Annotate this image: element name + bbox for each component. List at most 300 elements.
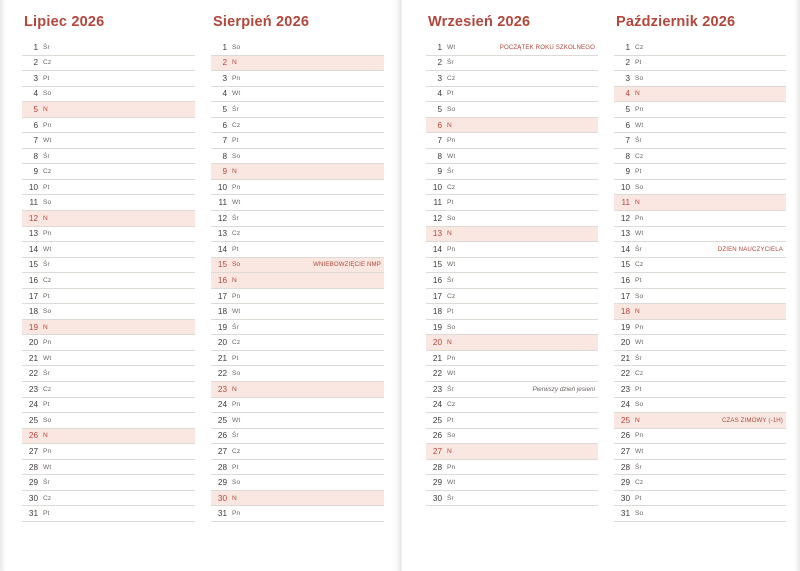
day-weekday: N xyxy=(43,432,48,440)
day-number: 6 xyxy=(33,120,38,130)
day-weekday: Wt xyxy=(635,230,644,238)
day-row[interactable] xyxy=(22,444,195,460)
day-row[interactable] xyxy=(614,195,786,211)
day-weekday: Cz xyxy=(232,121,241,129)
day-weekday: So xyxy=(447,432,456,440)
day-weekday: Pn xyxy=(232,183,241,191)
day-number: 21 xyxy=(28,353,38,363)
day-weekday: Śr xyxy=(635,245,642,253)
day-row[interactable] xyxy=(426,491,598,507)
day-number: 27 xyxy=(28,446,38,456)
day-row[interactable] xyxy=(211,242,384,258)
day-number: 2 xyxy=(222,58,227,68)
day-weekday: Śr xyxy=(447,59,454,67)
day-weekday: So xyxy=(43,90,52,98)
day-number: 27 xyxy=(217,446,227,456)
day-row[interactable] xyxy=(614,398,786,414)
day-row[interactable] xyxy=(211,413,384,429)
day-row[interactable] xyxy=(614,273,786,289)
day-number: 20 xyxy=(432,338,442,348)
day-row[interactable] xyxy=(211,211,384,227)
day-row[interactable] xyxy=(22,273,195,289)
day-number: 8 xyxy=(437,151,442,161)
day-number: 18 xyxy=(28,307,38,317)
day-number: 30 xyxy=(432,493,442,503)
day-number: 9 xyxy=(437,167,442,177)
day-row[interactable] xyxy=(211,164,384,180)
day-weekday: Wt xyxy=(635,447,644,455)
day-row[interactable] xyxy=(426,413,598,429)
day-weekday: Śr xyxy=(43,370,50,378)
day-row[interactable] xyxy=(22,195,195,211)
day-row[interactable] xyxy=(614,366,786,382)
day-weekday: Śr xyxy=(635,463,642,471)
day-number: 17 xyxy=(432,291,442,301)
day-number: 19 xyxy=(620,322,630,332)
day-weekday: Pt xyxy=(635,276,642,284)
day-row[interactable] xyxy=(426,118,598,134)
day-weekday: Wt xyxy=(232,199,241,207)
day-weekday: Pn xyxy=(43,339,52,347)
day-row[interactable] xyxy=(426,366,598,382)
day-row[interactable] xyxy=(211,382,384,398)
day-weekday: Wt xyxy=(447,261,456,269)
day-row[interactable] xyxy=(211,506,384,522)
day-weekday: Cz xyxy=(447,401,456,409)
day-row[interactable] xyxy=(22,180,195,196)
day-row[interactable] xyxy=(22,335,195,351)
day-row[interactable] xyxy=(426,475,598,491)
day-row[interactable] xyxy=(426,304,598,320)
day-number: 8 xyxy=(625,151,630,161)
day-number: 6 xyxy=(625,120,630,130)
day-weekday: Pn xyxy=(447,354,456,362)
day-row[interactable] xyxy=(211,366,384,382)
day-weekday: Pn xyxy=(232,74,241,82)
day-weekday: Pt xyxy=(635,385,642,393)
day-row[interactable] xyxy=(614,335,786,351)
day-weekday: Pn xyxy=(447,245,456,253)
day-row[interactable] xyxy=(22,289,195,305)
day-number: 16 xyxy=(217,275,227,285)
day-row[interactable] xyxy=(22,506,195,522)
day-weekday: Pn xyxy=(232,510,241,518)
day-number: 4 xyxy=(437,89,442,99)
day-weekday: Cz xyxy=(43,168,52,176)
day-weekday: Wt xyxy=(635,339,644,347)
day-row[interactable] xyxy=(211,87,384,103)
day-row[interactable] xyxy=(614,102,786,118)
day-row[interactable] xyxy=(211,351,384,367)
day-weekday: Pn xyxy=(635,323,644,331)
day-number: 22 xyxy=(432,369,442,379)
day-row[interactable] xyxy=(426,102,598,118)
day-row[interactable] xyxy=(211,227,384,243)
day-row[interactable] xyxy=(614,149,786,165)
day-number: 24 xyxy=(620,400,630,410)
day-weekday: So xyxy=(447,105,456,113)
day-number: 28 xyxy=(432,462,442,472)
day-row[interactable] xyxy=(426,398,598,414)
day-row[interactable] xyxy=(211,195,384,211)
day-row[interactable] xyxy=(22,258,195,274)
day-row[interactable] xyxy=(22,118,195,134)
day-weekday: Cz xyxy=(447,183,456,191)
day-number: 23 xyxy=(28,384,38,394)
day-row[interactable] xyxy=(22,475,195,491)
day-weekday: Pt xyxy=(43,74,50,82)
day-row[interactable] xyxy=(426,460,598,476)
day-number: 9 xyxy=(222,167,227,177)
month-title: Lipiec 2026 xyxy=(24,14,105,30)
day-number: 23 xyxy=(620,384,630,394)
day-number: 21 xyxy=(217,353,227,363)
day-row[interactable] xyxy=(22,149,195,165)
day-number: 14 xyxy=(620,244,630,254)
day-number: 10 xyxy=(432,182,442,192)
day-weekday: Cz xyxy=(635,43,644,51)
day-weekday: Śr xyxy=(43,43,50,51)
day-weekday: Wt xyxy=(447,479,456,487)
month-block-sierpien xyxy=(211,14,384,561)
day-weekday: Pt xyxy=(43,292,50,300)
day-number: 30 xyxy=(217,493,227,503)
day-weekday: Śr xyxy=(447,494,454,502)
day-row[interactable] xyxy=(22,382,195,398)
day-number: 9 xyxy=(33,167,38,177)
day-number: 28 xyxy=(28,462,38,472)
day-weekday: Pn xyxy=(43,230,52,238)
day-row[interactable] xyxy=(211,180,384,196)
day-row[interactable] xyxy=(22,491,195,507)
day-row[interactable] xyxy=(211,133,384,149)
day-row[interactable] xyxy=(22,102,195,118)
day-weekday: Pn xyxy=(232,292,241,300)
day-weekday: N xyxy=(43,323,48,331)
day-weekday: Wt xyxy=(232,90,241,98)
day-row[interactable] xyxy=(614,382,786,398)
day-weekday: Cz xyxy=(232,230,241,238)
day-row[interactable] xyxy=(211,429,384,445)
day-row[interactable] xyxy=(614,227,786,243)
day-number: 14 xyxy=(28,244,38,254)
day-row[interactable] xyxy=(211,258,384,274)
day-number: 1 xyxy=(33,42,38,52)
day-weekday: Pt xyxy=(635,494,642,502)
day-number: 7 xyxy=(625,136,630,146)
day-row[interactable] xyxy=(211,56,384,72)
day-row[interactable] xyxy=(614,164,786,180)
day-row[interactable] xyxy=(22,351,195,367)
day-row[interactable] xyxy=(614,444,786,460)
day-row[interactable] xyxy=(22,398,195,414)
day-row[interactable] xyxy=(22,40,195,56)
day-number: 10 xyxy=(620,182,630,192)
day-number: 5 xyxy=(437,104,442,114)
day-row[interactable] xyxy=(22,429,195,445)
day-row[interactable] xyxy=(22,133,195,149)
day-number: 11 xyxy=(433,198,442,208)
day-number: 12 xyxy=(620,213,630,223)
day-weekday: N xyxy=(635,90,640,98)
day-number: 9 xyxy=(625,167,630,177)
day-weekday: Pn xyxy=(43,121,52,129)
day-number: 13 xyxy=(217,229,227,239)
day-row[interactable] xyxy=(22,164,195,180)
day-row[interactable] xyxy=(614,87,786,103)
day-weekday: Śr xyxy=(43,152,50,160)
day-row[interactable] xyxy=(211,398,384,414)
day-number: 25 xyxy=(432,415,442,425)
day-weekday: Śr xyxy=(447,276,454,284)
day-number: 15 xyxy=(28,260,38,270)
day-number: 30 xyxy=(620,493,630,503)
day-row[interactable] xyxy=(211,71,384,87)
day-number: 29 xyxy=(432,478,442,488)
day-number: 11 xyxy=(29,198,38,208)
day-row[interactable] xyxy=(211,475,384,491)
month-block-lipiec xyxy=(22,14,195,561)
day-weekday: Cz xyxy=(635,479,644,487)
day-number: 14 xyxy=(217,244,227,254)
day-weekday: Cz xyxy=(43,59,52,67)
day-weekday: Pt xyxy=(232,463,239,471)
day-weekday: N xyxy=(447,121,452,129)
day-weekday: Śr xyxy=(43,261,50,269)
day-row[interactable] xyxy=(426,429,598,445)
day-row[interactable] xyxy=(426,195,598,211)
day-number: 6 xyxy=(437,120,442,130)
day-weekday: Wt xyxy=(447,152,456,160)
day-weekday: Pt xyxy=(447,308,454,316)
day-number: 11 xyxy=(218,198,227,208)
day-number: 15 xyxy=(217,260,227,270)
day-row[interactable] xyxy=(22,87,195,103)
day-row[interactable] xyxy=(426,40,598,56)
month-title: Wrzesień 2026 xyxy=(428,14,531,30)
day-number: 10 xyxy=(28,182,38,192)
day-row[interactable] xyxy=(426,56,598,72)
day-row[interactable] xyxy=(211,273,384,289)
day-number: 5 xyxy=(222,104,227,114)
day-row[interactable] xyxy=(614,460,786,476)
day-number: 25 xyxy=(28,415,38,425)
day-weekday: So xyxy=(232,152,241,160)
day-row[interactable] xyxy=(22,211,195,227)
day-number: 29 xyxy=(217,478,227,488)
day-number: 8 xyxy=(222,151,227,161)
day-number: 6 xyxy=(222,120,227,130)
day-row[interactable] xyxy=(211,102,384,118)
day-weekday: Wt xyxy=(43,245,52,253)
day-number: 22 xyxy=(217,369,227,379)
day-number: 13 xyxy=(620,229,630,239)
day-row[interactable] xyxy=(614,118,786,134)
day-number: 29 xyxy=(28,478,38,488)
day-row[interactable] xyxy=(614,242,786,258)
day-row[interactable] xyxy=(426,71,598,87)
day-number: 27 xyxy=(432,446,442,456)
day-row[interactable] xyxy=(426,149,598,165)
day-weekday: Pn xyxy=(635,214,644,222)
day-row[interactable] xyxy=(614,56,786,72)
day-row[interactable] xyxy=(614,211,786,227)
day-weekday: So xyxy=(232,370,241,378)
day-weekday: Cz xyxy=(635,261,644,269)
day-row[interactable] xyxy=(614,429,786,445)
day-row[interactable] xyxy=(22,227,195,243)
day-number: 2 xyxy=(625,58,630,68)
month-title: Październik 2026 xyxy=(616,14,736,30)
day-number: 8 xyxy=(33,151,38,161)
day-weekday: N xyxy=(447,447,452,455)
day-weekday: Śr xyxy=(635,354,642,362)
day-weekday: Pn xyxy=(447,137,456,145)
day-row[interactable] xyxy=(211,320,384,336)
day-number: 3 xyxy=(437,73,442,83)
day-note: Pierwszy dzień jesieni xyxy=(532,385,595,393)
day-number: 24 xyxy=(432,400,442,410)
day-row[interactable] xyxy=(211,444,384,460)
day-row[interactable] xyxy=(22,366,195,382)
day-weekday: Śr xyxy=(232,323,239,331)
day-weekday: Pt xyxy=(43,183,50,191)
day-row[interactable] xyxy=(614,133,786,149)
day-number: 18 xyxy=(620,307,630,317)
day-weekday: Pt xyxy=(232,137,239,145)
day-number: 26 xyxy=(217,431,227,441)
day-row[interactable] xyxy=(211,149,384,165)
day-row[interactable] xyxy=(426,242,598,258)
day-row[interactable] xyxy=(426,227,598,243)
day-row[interactable] xyxy=(426,273,598,289)
day-weekday: N xyxy=(232,385,237,393)
day-weekday: Wt xyxy=(43,463,52,471)
day-number: 30 xyxy=(28,493,38,503)
day-number: 12 xyxy=(217,213,227,223)
day-row[interactable] xyxy=(614,289,786,305)
day-row[interactable] xyxy=(22,413,195,429)
day-row[interactable] xyxy=(614,413,786,429)
day-row[interactable] xyxy=(614,258,786,274)
day-weekday: So xyxy=(232,479,241,487)
day-weekday: N xyxy=(635,416,640,424)
day-number: 22 xyxy=(28,369,38,379)
day-row[interactable] xyxy=(22,56,195,72)
day-weekday: Cz xyxy=(447,292,456,300)
day-row[interactable] xyxy=(22,460,195,476)
day-row[interactable] xyxy=(211,304,384,320)
day-number: 1 xyxy=(222,42,227,52)
day-weekday: Śr xyxy=(447,168,454,176)
day-number: 4 xyxy=(625,89,630,99)
day-row[interactable] xyxy=(211,491,384,507)
day-row[interactable] xyxy=(22,71,195,87)
day-weekday: Pt xyxy=(447,199,454,207)
day-weekday: Cz xyxy=(447,74,456,82)
day-number: 19 xyxy=(28,322,38,332)
day-weekday: Cz xyxy=(43,385,52,393)
day-row-empty xyxy=(426,506,598,522)
day-row[interactable] xyxy=(426,289,598,305)
day-weekday: Pn xyxy=(635,432,644,440)
day-weekday: So xyxy=(447,214,456,222)
day-weekday: So xyxy=(635,74,644,82)
day-row[interactable] xyxy=(426,258,598,274)
day-row[interactable] xyxy=(211,118,384,134)
day-number: 7 xyxy=(437,136,442,146)
day-number: 23 xyxy=(217,384,227,394)
day-weekday: Pn xyxy=(43,447,52,455)
day-row[interactable] xyxy=(614,351,786,367)
day-weekday: So xyxy=(43,199,52,207)
day-weekday: N xyxy=(43,214,48,222)
day-number: 26 xyxy=(620,431,630,441)
day-weekday: So xyxy=(232,43,241,51)
day-row[interactable] xyxy=(211,40,384,56)
day-row[interactable] xyxy=(426,351,598,367)
day-row[interactable] xyxy=(614,180,786,196)
day-row[interactable] xyxy=(426,180,598,196)
day-number: 11 xyxy=(621,198,630,208)
month-block-wrzesien xyxy=(426,14,598,561)
day-row[interactable] xyxy=(426,164,598,180)
day-weekday: N xyxy=(447,230,452,238)
day-note: POCZĄTEK ROKU SZKOLNEGO xyxy=(499,43,595,51)
day-row[interactable] xyxy=(426,382,598,398)
day-row[interactable] xyxy=(426,320,598,336)
day-number: 3 xyxy=(625,73,630,83)
day-row[interactable] xyxy=(614,71,786,87)
day-row[interactable] xyxy=(426,335,598,351)
day-list xyxy=(22,40,195,522)
day-row[interactable] xyxy=(22,320,195,336)
day-row[interactable] xyxy=(211,289,384,305)
day-row[interactable] xyxy=(211,460,384,476)
day-weekday: Śr xyxy=(232,214,239,222)
day-weekday: Pt xyxy=(43,510,50,518)
day-note: WNIEBOWZIĘCIE NMP xyxy=(313,261,381,269)
day-number: 20 xyxy=(620,338,630,348)
day-row[interactable] xyxy=(426,133,598,149)
month-title: Sierpień 2026 xyxy=(213,14,310,30)
day-row[interactable] xyxy=(426,444,598,460)
day-weekday: Cz xyxy=(43,276,52,284)
day-row[interactable] xyxy=(614,506,786,522)
day-weekday: Śr xyxy=(232,432,239,440)
day-weekday: Pt xyxy=(232,354,239,362)
day-weekday: Pn xyxy=(232,401,241,409)
day-number: 5 xyxy=(625,104,630,114)
day-number: 31 xyxy=(217,509,227,519)
day-row[interactable] xyxy=(426,87,598,103)
day-weekday: Wt xyxy=(43,137,52,145)
day-row[interactable] xyxy=(614,475,786,491)
day-row[interactable] xyxy=(614,304,786,320)
day-row[interactable] xyxy=(614,40,786,56)
day-number: 31 xyxy=(28,509,38,519)
day-row[interactable] xyxy=(211,335,384,351)
day-row[interactable] xyxy=(22,304,195,320)
day-row[interactable] xyxy=(614,320,786,336)
day-number: 26 xyxy=(28,431,38,441)
day-row[interactable] xyxy=(426,211,598,227)
day-number: 24 xyxy=(217,400,227,410)
day-weekday: Wt xyxy=(447,43,456,51)
day-row[interactable] xyxy=(22,242,195,258)
day-number: 3 xyxy=(33,73,38,83)
day-row[interactable] xyxy=(614,491,786,507)
